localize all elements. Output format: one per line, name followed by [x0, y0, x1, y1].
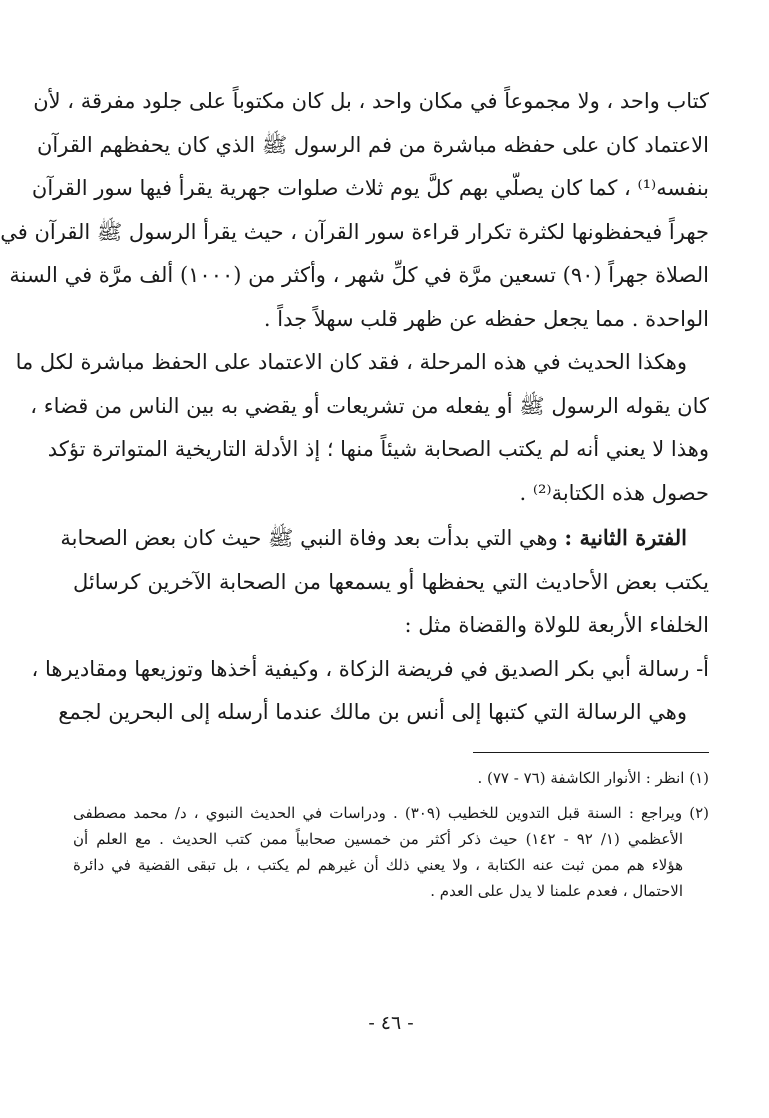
text-line: وهي الرسالة التي كتبها إلى أنس بن مالك عندما أرسله إلى البحرين لجمع: [58, 700, 687, 724]
text-line: بنفسه⁽¹⁾ ، كما كان يصلّي بهم كلَّ يوم ثلاث صلوات جهرية يقرأ فيها سور القرآن: [31, 176, 709, 200]
text-line: حصول هذه الكتابة⁽²⁾ .: [519, 480, 709, 505]
text-line: كتاب واحد ، ولا مجموعاً في مكان واحد ، بل كان مكتوباً على جلود مفرقة ، لأن: [33, 89, 709, 113]
footnote-2-line: الاحتمال ، فعدم علمنا لا يدل على العدم .: [430, 882, 683, 900]
text-line: وهذا لا يعني أنه لم يكتب الصحابة شيئاً منها ؛ إذ الأدلة التاريخية المتواترة تؤكد: [47, 437, 709, 461]
text-line: وهكذا الحديث في هذه المرحلة ، فقد كان الاعتماد على الحفظ مباشرة لكل ما: [15, 350, 687, 374]
footnote-2-line: (٢) ويراجع : السنة قبل التدوين للخطيب (٣٠٩) . ودراسات في الحديث النبوي ، د/ محمد مصطفى: [73, 804, 709, 822]
paragraph-2: [15, 341, 709, 515]
section-heading: الفترة الثانية :: [564, 525, 687, 550]
text-line: جهراً فيحفظونها لكثرة تكرار قراءة سور القرآن ، حيث يقرأ الرسول ﷺ القرآن في: [0, 219, 709, 244]
footnote-1: (١) انظر : الأنوار الكاشفة (٧٦ - ٧٧) .: [477, 769, 709, 787]
footnote-2-line: الأعظمي (١/ ٩٢ - ١٤٢) حيث ذكر أكثر من خمسين صحابياً ممن كتب الحديث . مع العلم أن: [73, 830, 683, 848]
footnotes: [73, 765, 709, 904]
text-line: كان يقوله الرسول ﷺ أو يفعله من تشريعات أو يقضي به بين الناس من قضاء ،: [30, 393, 709, 418]
text-line: الخلفاء الأربعة للولاة والقضاة مثل :: [404, 613, 709, 637]
paragraph-1: [0, 80, 709, 341]
page-number: - ٤٦ -: [368, 1012, 414, 1034]
footnote-divider: [473, 752, 709, 753]
text-line: الاعتماد كان على حفظه مباشرة من فم الرسول ﷺ الذي كان يحفظهم القرآن: [37, 132, 709, 157]
text-line: [60, 516, 709, 561]
text-line: الصلاة جهراً (٩٠) تسعين مرَّة في كلِّ شهر ، وأكثر من (١٠٠٠) ألف مرَّة في السنة: [9, 263, 709, 287]
text-line-rest: وهي التي بدأت بعد وفاة النبي ﷺ حيث كان بعض الصحابة: [60, 526, 558, 550]
footnote-2-line: هؤلاء هم ممن ثبت عنه الكتابة ، ولا يعني ذلك أن غيرهم لم يكتب ، بل تبقى القضية في دائرة: [73, 856, 683, 874]
text-line: يكتب بعض الأحاديث التي يحفظها أو يسمعها من الصحابة الآخرين كرسائل: [73, 569, 709, 594]
paragraph-3: [31, 516, 709, 735]
text-line: الواحدة . مما يجعل حفظه عن ظهر قلب سهلاً جداً .: [263, 306, 709, 331]
list-item: أ- رسالة أبي بكر الصديق في فريضة الزكاة ، وكيفية أخذها وتوزيعها ومقاديرها ،: [31, 656, 709, 681]
